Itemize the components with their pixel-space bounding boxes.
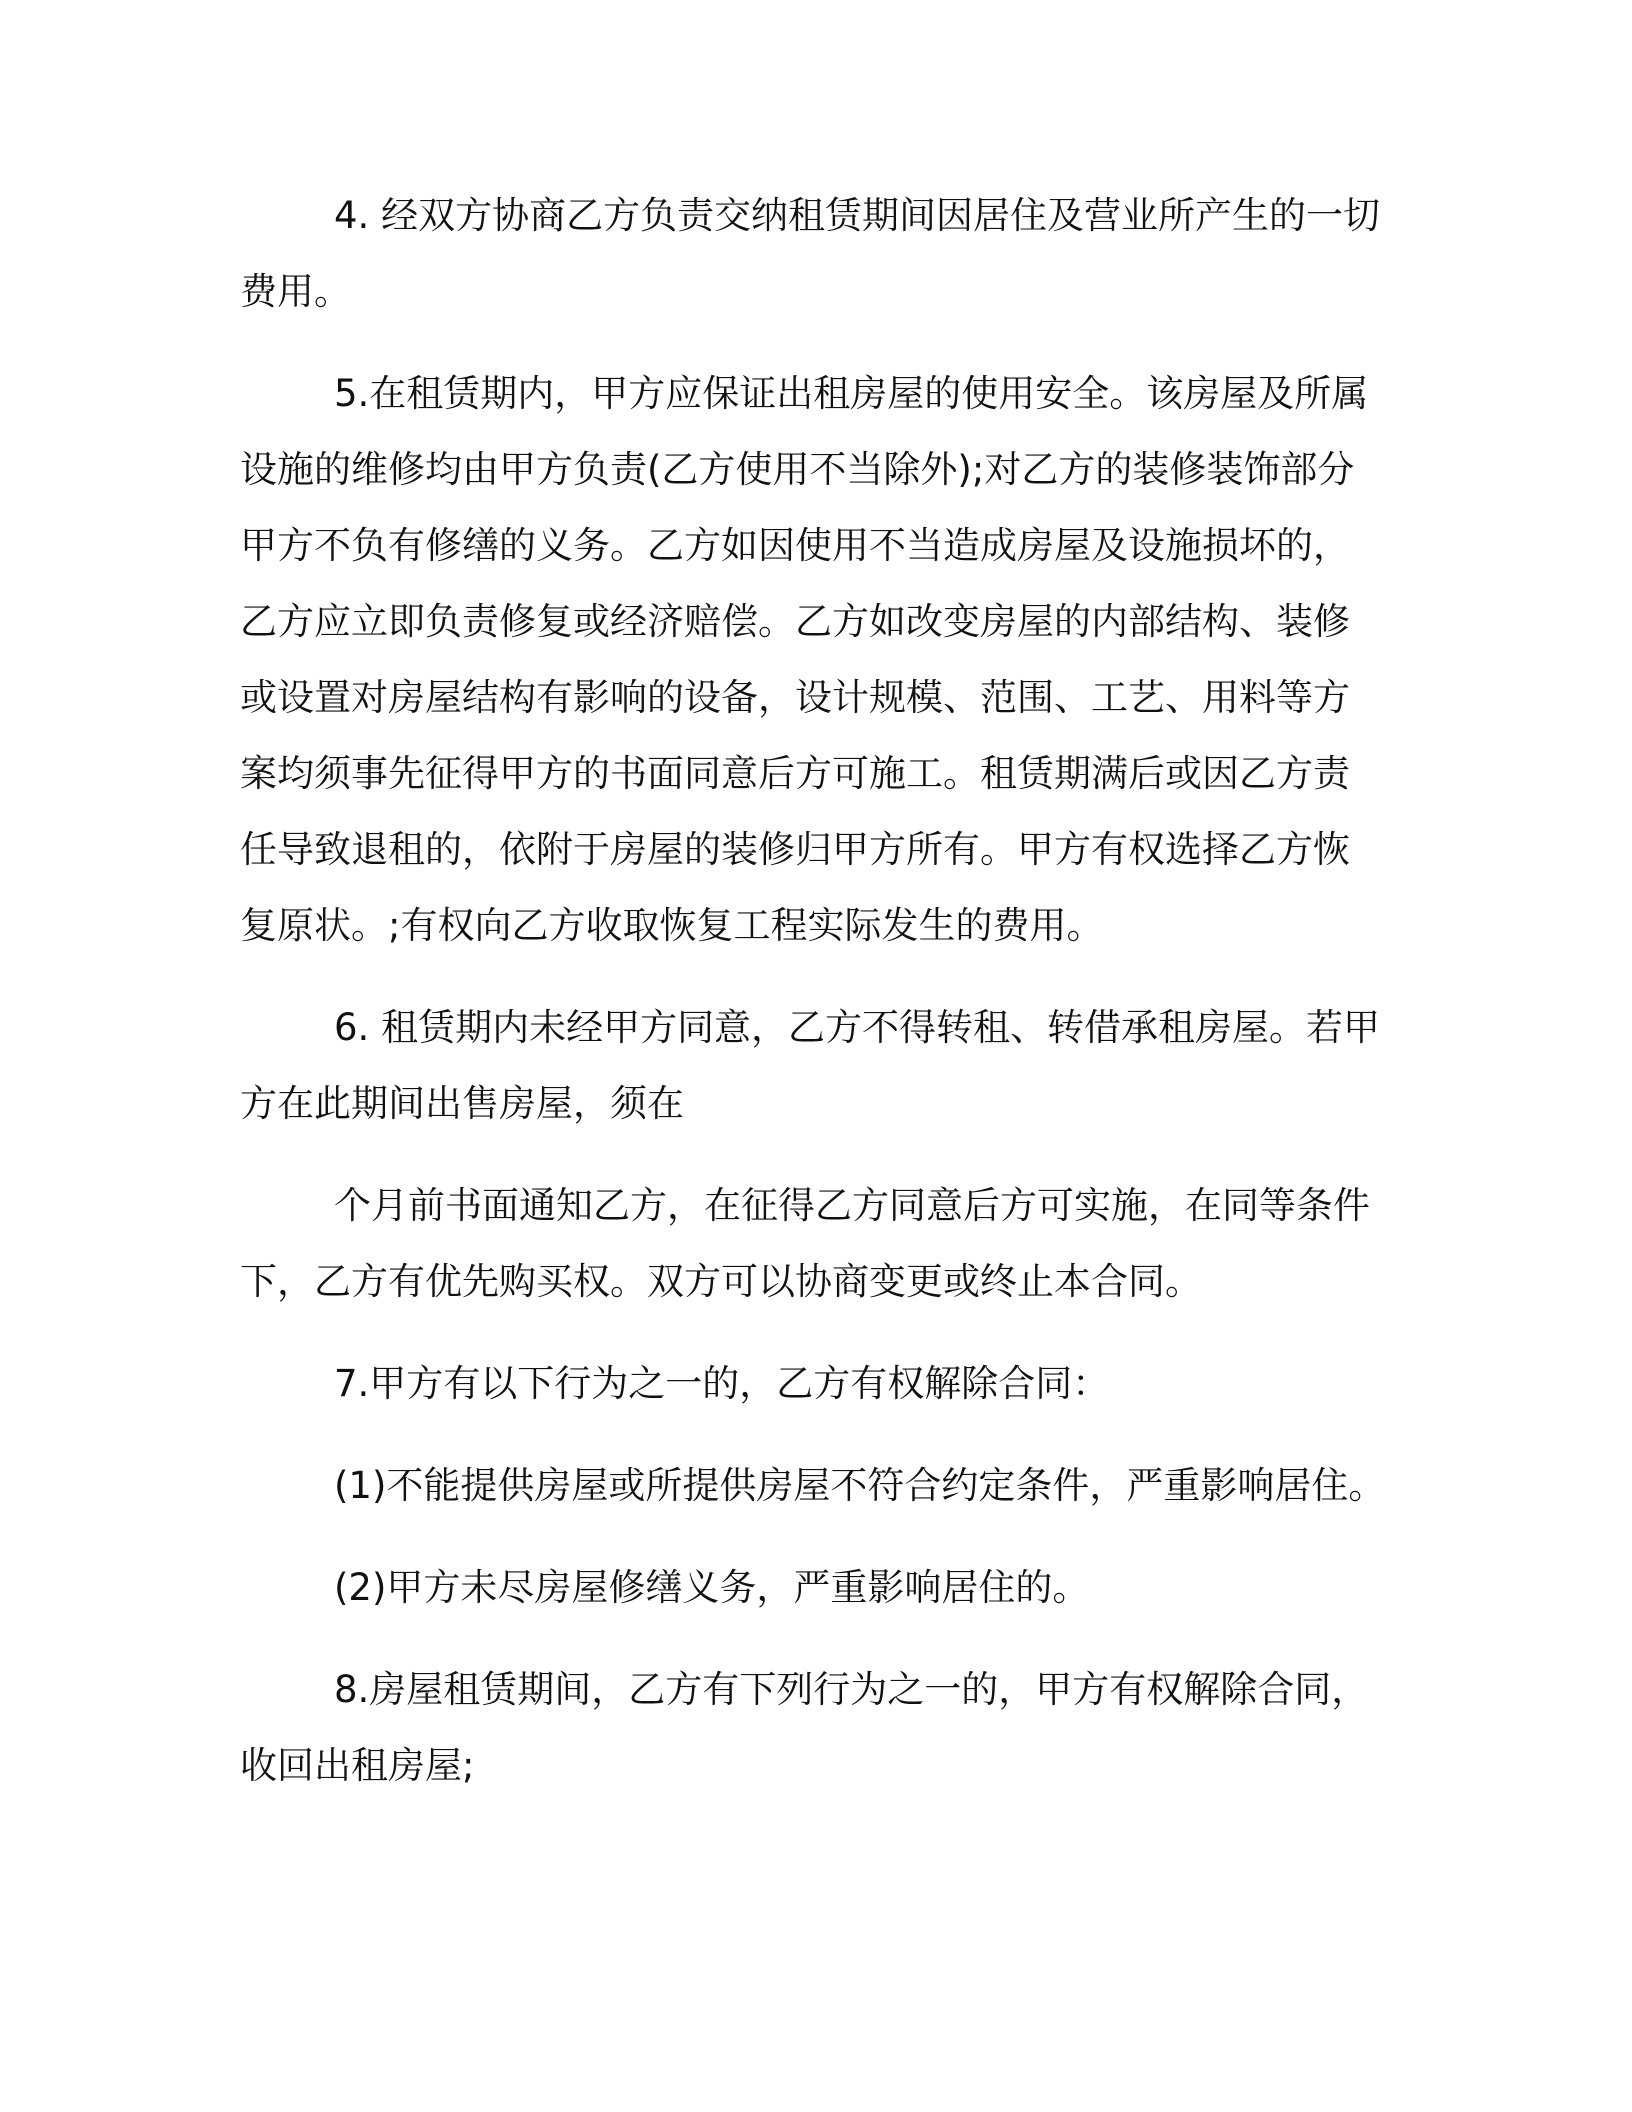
text-line: 4. 经双方协商乙方负责交纳租赁期间因居住及营业所产生的一切	[334, 194, 1381, 237]
text-line: 案均须事先征得甲方的书面同意后方可施工。租赁期满后或因乙方责	[240, 752, 1350, 795]
text-line: 复原状。;有权向乙方收取恢复工程实际发生的费用。	[240, 904, 1104, 947]
text-line: 费用。	[240, 270, 351, 313]
clause-7-item-1	[240, 1448, 1386, 1524]
clause-8	[240, 1652, 1380, 1804]
clause-6-continued	[240, 1168, 1380, 1320]
clause-6	[240, 990, 1380, 1142]
clause-7	[240, 1346, 1380, 1422]
text-line: 甲方不负有修缮的义务。乙方如因使用不当造成房屋及设施损坏的，	[240, 524, 1350, 567]
text-line: 任导致退租的，依附于房屋的装修归甲方所有。甲方有权选择乙方恢	[240, 828, 1350, 871]
text-line: 或设置对房屋结构有影响的设备，设计规模、范围、工艺、用料等方	[240, 676, 1350, 719]
document-body	[240, 178, 1386, 1830]
clause-4	[240, 178, 1380, 330]
text-line: (2)甲方未尽房屋修缮义务，严重影响居住的。	[334, 1566, 1090, 1609]
text-line: 设施的维修均由甲方负责(乙方使用不当除外);对乙方的装修装饰部分	[240, 448, 1355, 491]
text-line: 下，乙方有优先购买权。双方可以协商变更或终止本合同。	[240, 1260, 1202, 1303]
text-line: 6. 租赁期内未经甲方同意，乙方不得转租、转借承租房屋。若甲	[334, 1006, 1381, 1049]
clause-5	[240, 356, 1380, 964]
text-line: 方在此期间出售房屋，须在	[240, 1082, 684, 1125]
text-line: 收回出租房屋;	[240, 1744, 475, 1787]
text-line: 7.甲方有以下行为之一的，乙方有权解除合同：	[334, 1362, 1110, 1405]
text-line: 8.房屋租赁期间，乙方有下列行为之一的，甲方有权解除合同，	[334, 1668, 1369, 1711]
text-line: 5.在租赁期内，甲方应保证出租房屋的使用安全。该房屋及所属	[334, 372, 1369, 415]
text-line: 乙方应立即负责修复或经济赔偿。乙方如改变房屋的内部结构、装修	[240, 600, 1350, 643]
text-line: (1)不能提供房屋或所提供房屋不符合约定条件，严重影响居住。	[334, 1464, 1386, 1507]
clause-7-item-2	[240, 1550, 1380, 1626]
text-line: 个月前书面通知乙方，在征得乙方同意后方可实施，在同等条件	[334, 1184, 1370, 1227]
